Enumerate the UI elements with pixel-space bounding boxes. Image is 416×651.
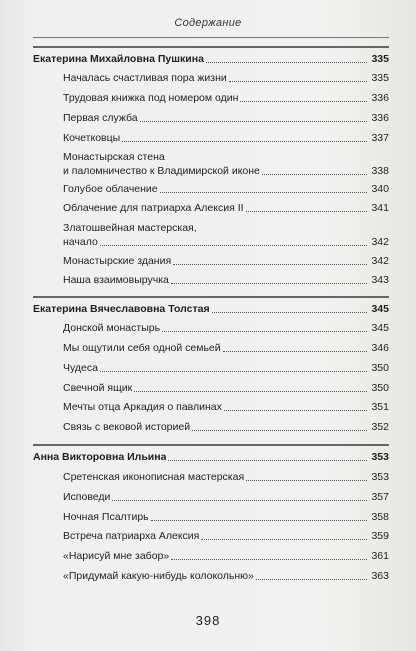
toc-chapter-entry[interactable]: [63, 341, 389, 355]
leader-dots: [140, 120, 367, 122]
chapter-title: Началась счастливая пора жизни: [63, 72, 227, 84]
page-number: 363: [371, 570, 389, 582]
page-number: 358: [371, 511, 389, 523]
page-number: 350: [371, 382, 389, 394]
author-name: Анна Викторовна Ильина: [33, 451, 167, 463]
leader-dots: [240, 100, 367, 102]
chapter-title-line1: Златошвейная мастерская,: [63, 222, 197, 234]
page-number: 336: [371, 92, 389, 104]
section-rule: [33, 296, 389, 298]
toc-chapter-entry[interactable]: [63, 490, 389, 504]
leader-dots: [229, 80, 367, 82]
leader-dots: [173, 263, 367, 265]
chapter-title: Свечной ящик: [63, 382, 133, 394]
toc-chapter-entry[interactable]: [63, 510, 389, 524]
chapter-title: Донской монастырь: [63, 322, 161, 334]
chapter-title: Монастырские здания: [63, 255, 172, 267]
section-rule: [33, 46, 389, 48]
page-number: 345: [371, 303, 389, 315]
running-head: Содержание: [174, 17, 242, 29]
page-number: 346: [371, 342, 389, 354]
page-number: 351: [371, 401, 389, 413]
leader-dots: [171, 558, 367, 560]
leader-dots: [246, 479, 367, 481]
leader-dots: [112, 499, 367, 501]
chapter-title: Трудовая книжка под номером один: [63, 92, 239, 104]
toc-chapter-entry[interactable]: [63, 569, 389, 583]
toc-chapter-entry[interactable]: [63, 420, 389, 434]
section-rule: [33, 444, 389, 446]
toc-chapter-entry[interactable]: [63, 254, 389, 268]
leader-dots: [122, 140, 367, 142]
page-folio: 398: [195, 613, 221, 628]
toc-chapter-entry[interactable]: [63, 400, 389, 414]
chapter-title: Исповеди: [63, 491, 111, 503]
chapter-title: «Нарисуй мне забор»: [63, 550, 170, 562]
leader-dots: [171, 282, 367, 284]
toc-chapter-entry[interactable]: [63, 150, 389, 178]
toc-chapter-entry[interactable]: [63, 182, 389, 196]
page-number: 359: [371, 530, 389, 542]
toc-chapter-entry[interactable]: [63, 131, 389, 145]
page-number: 342: [371, 255, 389, 267]
page-number: 335: [371, 72, 389, 84]
leader-dots: [134, 390, 367, 392]
leader-dots: [192, 429, 367, 431]
page-number: 336: [371, 112, 389, 124]
leader-dots: [100, 244, 367, 246]
author-name: Екатерина Михайловна Пушкина: [33, 53, 204, 65]
leader-dots: [212, 311, 367, 313]
page-number: 335: [371, 53, 389, 65]
page-number: 357: [371, 491, 389, 503]
chapter-title: Сретенская иконописная мастерская: [63, 471, 245, 483]
chapter-title-line1: Монастырская стена: [63, 151, 165, 163]
leader-dots: [201, 538, 367, 540]
chapter-title: «Придумай какую-нибудь колокольню»: [63, 570, 254, 582]
chapter-title: Связь с вековой историей: [63, 421, 191, 433]
toc-chapter-entry[interactable]: [63, 321, 389, 335]
toc-chapter-entry[interactable]: [63, 470, 389, 484]
chapter-title: Ночная Псалтирь: [63, 511, 149, 523]
toc-author-entry[interactable]: [33, 302, 389, 316]
chapter-title: Наша взаимовыручка: [63, 274, 169, 286]
page-number: 353: [371, 451, 389, 463]
chapter-title: Мы ощутили себя одной семьей: [63, 342, 221, 354]
page-number: 353: [371, 471, 389, 483]
toc-chapter-entry[interactable]: [63, 273, 389, 287]
leader-dots: [223, 350, 367, 352]
author-name: Екатерина Вячеславовна Толстая: [33, 303, 210, 315]
page-number: 343: [371, 274, 389, 286]
chapter-title: Чудеса: [63, 362, 98, 374]
leader-dots: [246, 210, 367, 212]
toc-chapter-entry[interactable]: [63, 529, 389, 543]
toc-chapter-entry[interactable]: [63, 91, 389, 105]
page-number: 361: [371, 550, 389, 562]
page-number: 350: [371, 362, 389, 374]
chapter-title: Кочетковцы: [63, 132, 121, 144]
toc-chapter-entry[interactable]: [63, 361, 389, 375]
leader-dots: [262, 173, 367, 175]
page-number: 342: [371, 236, 389, 248]
toc-chapter-entry[interactable]: [63, 71, 389, 85]
leader-dots: [160, 191, 367, 193]
chapter-title: Мечты отца Аркадия о павлинах: [63, 401, 222, 413]
chapter-title: Встреча патриарха Алексия: [63, 530, 200, 542]
toc-chapter-entry[interactable]: [63, 111, 389, 125]
chapter-title: начало: [63, 236, 98, 248]
page-number: 341: [371, 202, 389, 214]
leader-dots: [224, 409, 367, 411]
toc-chapter-entry[interactable]: [63, 201, 389, 215]
chapter-title: Облачение для патриарха Алексия II: [63, 202, 244, 214]
toc-chapter-entry[interactable]: [63, 381, 389, 395]
page-number: 340: [371, 183, 389, 195]
leader-dots: [162, 330, 367, 332]
toc-author-entry[interactable]: [33, 52, 389, 66]
leader-dots: [168, 459, 367, 461]
header-rule: [33, 37, 389, 38]
toc-chapter-entry[interactable]: [63, 221, 389, 249]
leader-dots: [151, 519, 367, 521]
leader-dots: [100, 370, 367, 372]
toc-chapter-entry[interactable]: [63, 549, 389, 563]
page-number: 345: [371, 322, 389, 334]
chapter-title: Голубое облачение: [63, 183, 158, 195]
leader-dots: [206, 61, 367, 63]
chapter-title: Первая служба: [63, 112, 138, 124]
toc-author-entry[interactable]: [33, 450, 389, 464]
leader-dots: [256, 578, 367, 580]
page-number: 338: [371, 165, 389, 177]
page-number: 352: [371, 421, 389, 433]
chapter-title: и паломничество к Владимирской иконе: [63, 165, 260, 177]
page-number: 337: [371, 132, 389, 144]
